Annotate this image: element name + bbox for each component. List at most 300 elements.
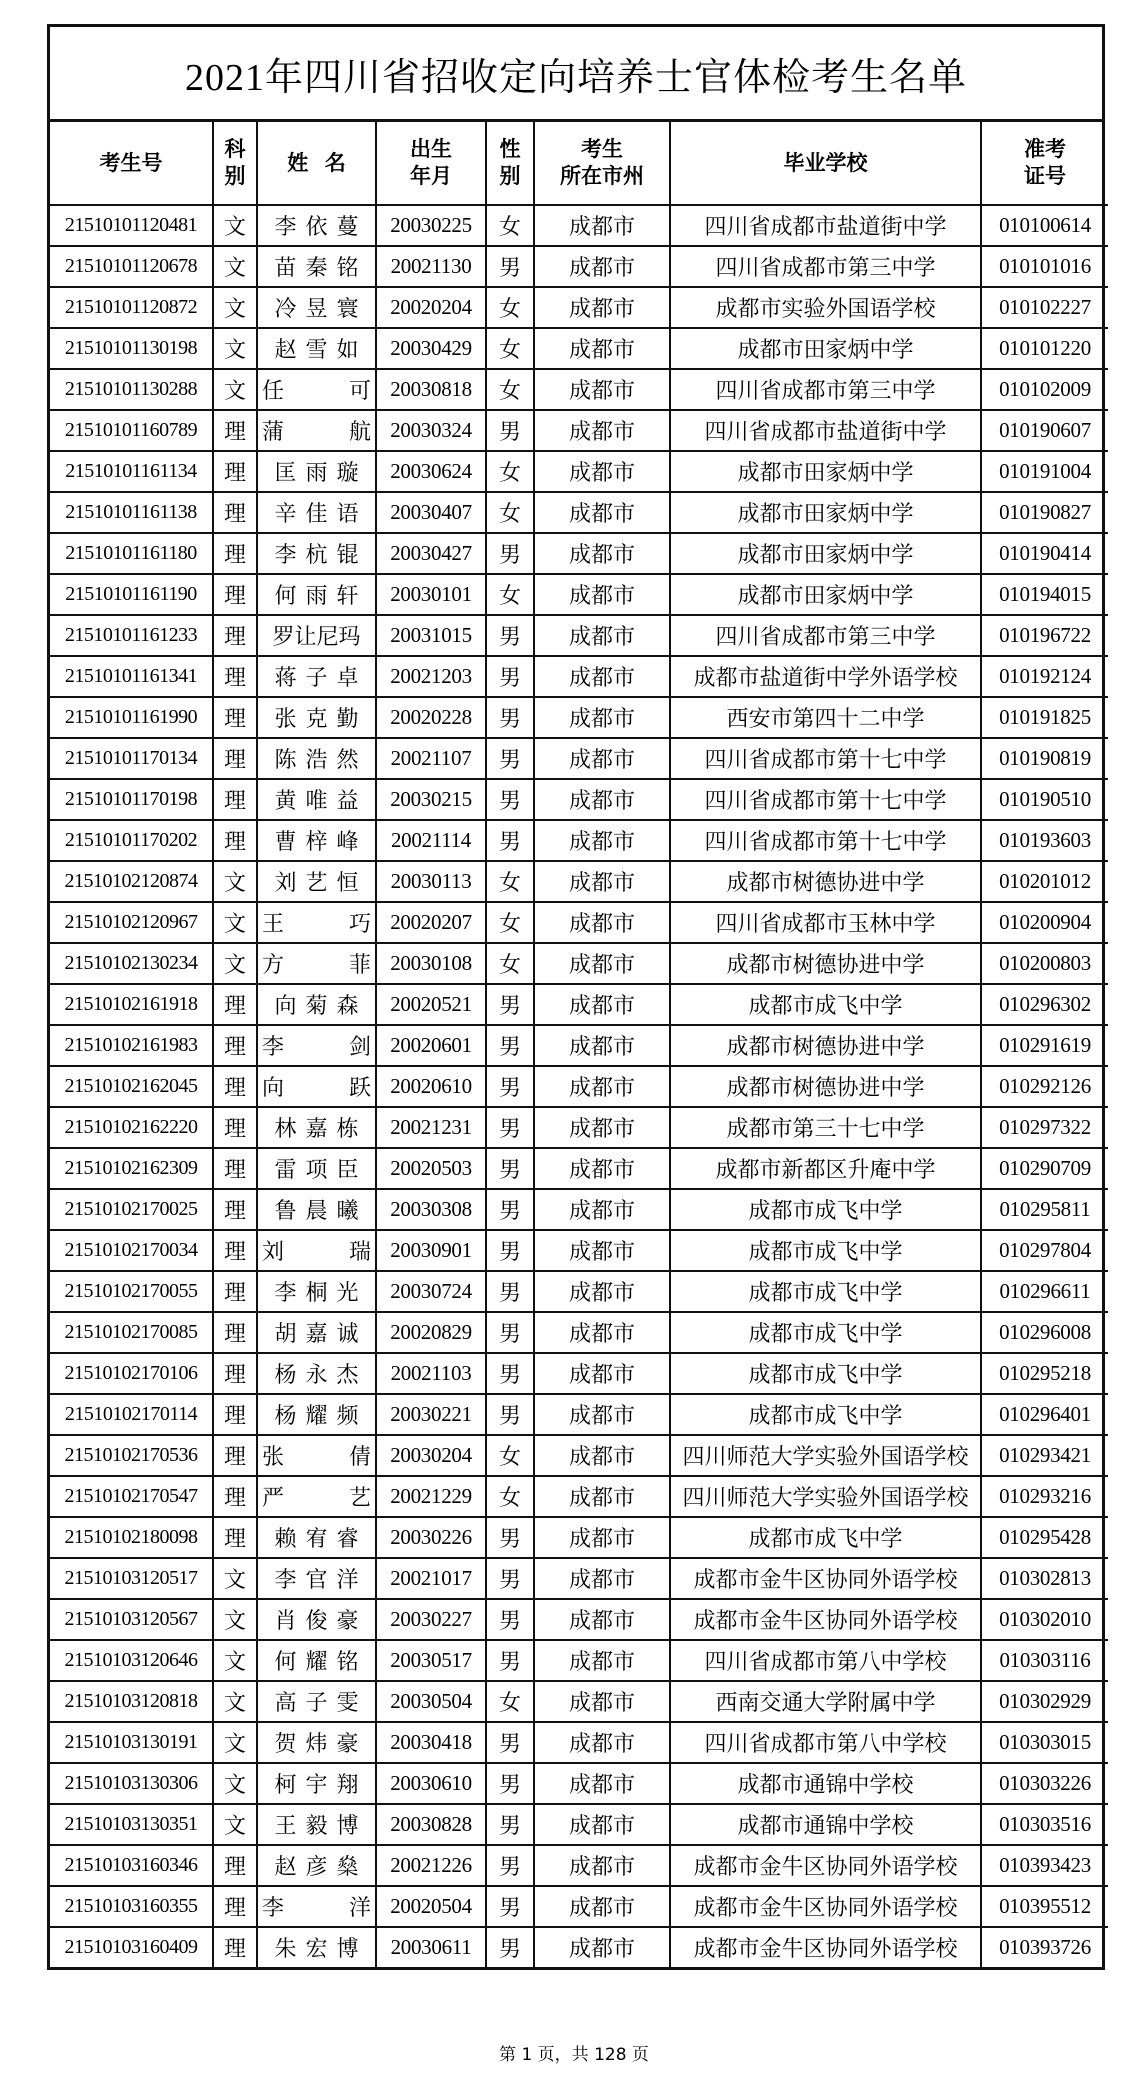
cell-birth: 20021130 (376, 246, 486, 287)
cell-ticket: 010101220 (981, 328, 1108, 369)
cell-city: 成都市 (534, 1353, 670, 1394)
cell-school: 成都市金牛区协同外语学校 (670, 1927, 981, 1967)
cell-city: 成都市 (534, 369, 670, 410)
cell-birth: 20021114 (376, 820, 486, 861)
table-row (50, 328, 1108, 369)
cell-name (257, 1394, 376, 1435)
cell-school: 四川省成都市第三中学 (670, 615, 981, 656)
table-row (50, 1435, 1108, 1476)
cell-name (257, 1927, 376, 1967)
cell-school: 成都市树德协进中学 (670, 1025, 981, 1066)
cell-gender: 男 (486, 1517, 534, 1558)
cell-birth: 20030624 (376, 451, 486, 492)
cell-subject: 文 (213, 902, 257, 943)
cell-subject: 理 (213, 1107, 257, 1148)
cell-name (257, 1886, 376, 1927)
cell-gender: 男 (486, 1886, 534, 1927)
cell-name (257, 984, 376, 1025)
cell-name (257, 205, 376, 246)
cell-name (257, 1640, 376, 1681)
cell-subject: 理 (213, 1148, 257, 1189)
cell-birth: 20030828 (376, 1804, 486, 1845)
cell-school: 成都市通锦中学校 (670, 1804, 981, 1845)
cell-name (257, 1763, 376, 1804)
cell-city: 成都市 (534, 574, 670, 615)
cell-exam-no: 21510102170114 (50, 1394, 213, 1435)
name-text: 向 跃 (262, 1075, 371, 1100)
header-city (534, 122, 670, 205)
cell-gender: 男 (486, 533, 534, 574)
cell-city: 成都市 (534, 1722, 670, 1763)
cell-name (257, 902, 376, 943)
cell-birth: 20030517 (376, 1640, 486, 1681)
cell-subject: 文 (213, 1722, 257, 1763)
table-row (50, 1599, 1108, 1640)
cell-exam-no: 21510101120481 (50, 205, 213, 246)
cell-school: 四川师范大学实验外国语学校 (670, 1435, 981, 1476)
cell-exam-no: 21510102120967 (50, 902, 213, 943)
cell-exam-no: 21510101130288 (50, 369, 213, 410)
cell-gender: 男 (486, 615, 534, 656)
cell-subject: 文 (213, 1640, 257, 1681)
table-row (50, 1230, 1108, 1271)
name-text: 柯宇翔 (274, 1772, 368, 1797)
cell-exam-no: 21510103130191 (50, 1722, 213, 1763)
cell-exam-no: 21510102170085 (50, 1312, 213, 1353)
name-text: 赵雪如 (274, 337, 368, 362)
cell-exam-no: 21510101120872 (50, 287, 213, 328)
cell-subject: 文 (213, 861, 257, 902)
cell-name (257, 861, 376, 902)
table-row (50, 1148, 1108, 1189)
cell-subject: 理 (213, 1189, 257, 1230)
cell-birth: 20021226 (376, 1845, 486, 1886)
cell-city: 成都市 (534, 1681, 670, 1722)
cell-gender: 男 (486, 779, 534, 820)
name-text: 何耀铭 (274, 1649, 368, 1674)
cell-subject: 理 (213, 1435, 257, 1476)
cell-name (257, 328, 376, 369)
name-text: 杨耀频 (274, 1403, 368, 1428)
cell-ticket: 010291619 (981, 1025, 1108, 1066)
cell-subject: 文 (213, 1804, 257, 1845)
cell-city: 成都市 (534, 533, 670, 574)
cell-exam-no: 21510103130306 (50, 1763, 213, 1804)
cell-subject: 理 (213, 410, 257, 451)
cell-subject: 文 (213, 1599, 257, 1640)
cell-school: 西安市第四十二中学 (670, 697, 981, 738)
cell-birth: 20030504 (376, 1681, 486, 1722)
cell-subject: 文 (213, 246, 257, 287)
cell-birth: 20021017 (376, 1558, 486, 1599)
cell-ticket: 010293421 (981, 1435, 1108, 1476)
name-text: 匡雨璇 (274, 460, 368, 485)
cell-exam-no: 21510103160346 (50, 1845, 213, 1886)
cell-name (257, 738, 376, 779)
header-exam-no: 考生号 (50, 122, 213, 205)
cell-ticket: 010190819 (981, 738, 1108, 779)
cell-subject: 文 (213, 1558, 257, 1599)
header-ticket (981, 122, 1108, 205)
name-text: 李 洋 (262, 1895, 371, 1920)
cell-gender: 女 (486, 205, 534, 246)
cell-ticket: 010303015 (981, 1722, 1108, 1763)
cell-school: 成都市成飞中学 (670, 1517, 981, 1558)
name-text: 严 艺 (262, 1485, 371, 1510)
cell-gender: 男 (486, 1148, 534, 1189)
header-birth-line2: 年月 (410, 164, 452, 188)
table-row (50, 205, 1108, 246)
cell-city: 成都市 (534, 1927, 670, 1967)
cell-gender: 男 (486, 1353, 534, 1394)
cell-name (257, 1189, 376, 1230)
cell-gender: 女 (486, 451, 534, 492)
cell-school: 四川省成都市盐道街中学 (670, 205, 981, 246)
name-text: 刘艺恒 (274, 870, 368, 895)
cell-school: 成都市田家炳中学 (670, 574, 981, 615)
name-text: 冷昱寰 (274, 296, 368, 321)
name-text: 苗秦铭 (274, 255, 368, 280)
header-gender (486, 122, 534, 205)
cell-school: 成都市田家炳中学 (670, 328, 981, 369)
cell-exam-no: 21510102180098 (50, 1517, 213, 1558)
page-footer: 第 1 页，共 128 页 (499, 2045, 649, 2065)
cell-birth: 20030308 (376, 1189, 486, 1230)
cell-subject: 理 (213, 574, 257, 615)
name-text: 黄唯益 (274, 788, 368, 813)
cell-city: 成都市 (534, 1804, 670, 1845)
cell-city: 成都市 (534, 697, 670, 738)
cell-city: 成都市 (534, 656, 670, 697)
cell-ticket: 010200803 (981, 943, 1108, 984)
cell-gender: 男 (486, 246, 534, 287)
cell-subject: 理 (213, 1312, 257, 1353)
cell-city: 成都市 (534, 328, 670, 369)
cell-birth: 20020504 (376, 1886, 486, 1927)
cell-ticket: 010296008 (981, 1312, 1108, 1353)
name-text: 雷项臣 (274, 1157, 368, 1182)
cell-exam-no: 21510102170536 (50, 1435, 213, 1476)
cell-city: 成都市 (534, 1558, 670, 1599)
name-text: 蒋子卓 (274, 665, 368, 690)
cell-birth: 20030113 (376, 861, 486, 902)
cell-ticket: 010191004 (981, 451, 1108, 492)
cell-ticket: 010303116 (981, 1640, 1108, 1681)
cell-ticket: 010296611 (981, 1271, 1108, 1312)
cell-name (257, 615, 376, 656)
cell-birth: 20030427 (376, 533, 486, 574)
cell-school: 四川省成都市第八中学校 (670, 1722, 981, 1763)
header-ticket-line1: 准考 (1024, 137, 1066, 161)
cell-name (257, 820, 376, 861)
table-row (50, 533, 1108, 574)
cell-ticket: 010194015 (981, 574, 1108, 615)
cell-city: 成都市 (534, 820, 670, 861)
cell-ticket: 010190607 (981, 410, 1108, 451)
cell-exam-no: 21510102162309 (50, 1148, 213, 1189)
cell-ticket: 010302929 (981, 1681, 1108, 1722)
cell-exam-no: 21510101161134 (50, 451, 213, 492)
cell-birth: 20030226 (376, 1517, 486, 1558)
cell-subject: 文 (213, 369, 257, 410)
cell-city: 成都市 (534, 451, 670, 492)
header-gender-line1: 性 (499, 137, 521, 161)
table-row (50, 1722, 1108, 1763)
cell-ticket: 010302813 (981, 1558, 1108, 1599)
table-row (50, 492, 1108, 533)
name-text: 蒲 航 (262, 419, 371, 444)
table-row (50, 1353, 1108, 1394)
cell-ticket: 010302010 (981, 1599, 1108, 1640)
cell-ticket: 010191825 (981, 697, 1108, 738)
name-text: 罗让尼玛 (272, 624, 361, 649)
cell-birth: 20021103 (376, 1353, 486, 1394)
table-row (50, 1066, 1108, 1107)
cell-gender: 女 (486, 1681, 534, 1722)
name-text: 赖宥睿 (274, 1526, 368, 1551)
cell-exam-no: 21510101161341 (50, 656, 213, 697)
cell-birth: 20021231 (376, 1107, 486, 1148)
cell-exam-no: 21510102162045 (50, 1066, 213, 1107)
cell-exam-no: 21510103130351 (50, 1804, 213, 1845)
cell-gender: 男 (486, 1599, 534, 1640)
table-row (50, 1476, 1108, 1517)
cell-birth: 20020601 (376, 1025, 486, 1066)
cell-name (257, 1230, 376, 1271)
cell-name (257, 1148, 376, 1189)
table-row (50, 1271, 1108, 1312)
cell-birth: 20021107 (376, 738, 486, 779)
cell-subject: 理 (213, 984, 257, 1025)
cell-exam-no: 21510103160355 (50, 1886, 213, 1927)
cell-ticket: 010293216 (981, 1476, 1108, 1517)
cell-subject: 理 (213, 1394, 257, 1435)
cell-name (257, 1435, 376, 1476)
cell-exam-no: 21510103120567 (50, 1599, 213, 1640)
table-row (50, 1025, 1108, 1066)
cell-gender: 女 (486, 861, 534, 902)
cell-school: 四川师范大学实验外国语学校 (670, 1476, 981, 1517)
name-text: 杨永杰 (274, 1362, 368, 1387)
cell-gender: 男 (486, 1558, 534, 1599)
name-text: 李杭锟 (274, 542, 368, 567)
cell-birth: 20020610 (376, 1066, 486, 1107)
cell-gender: 女 (486, 287, 534, 328)
cell-gender: 男 (486, 1927, 534, 1967)
name-text: 李桐光 (274, 1280, 368, 1305)
table-row (50, 1886, 1108, 1927)
name-text: 刘 瑞 (262, 1239, 371, 1264)
table-row (50, 984, 1108, 1025)
cell-gender: 女 (486, 574, 534, 615)
cell-subject: 理 (213, 1271, 257, 1312)
cell-school: 成都市成飞中学 (670, 1271, 981, 1312)
cell-gender: 男 (486, 1230, 534, 1271)
cell-birth: 20030225 (376, 205, 486, 246)
cell-exam-no: 21510102161918 (50, 984, 213, 1025)
cell-exam-no: 21510101130198 (50, 328, 213, 369)
cell-birth: 20030221 (376, 1394, 486, 1435)
name-text: 向菊森 (274, 993, 368, 1018)
header-city-line2: 所在市州 (560, 164, 644, 188)
cell-birth: 20031015 (376, 615, 486, 656)
name-text: 陈浩然 (274, 747, 368, 772)
cell-birth: 20030724 (376, 1271, 486, 1312)
table-row (50, 779, 1108, 820)
cell-name (257, 451, 376, 492)
cell-exam-no: 21510101120678 (50, 246, 213, 287)
cell-exam-no: 21510102170034 (50, 1230, 213, 1271)
cell-ticket: 010303226 (981, 1763, 1108, 1804)
cell-subject: 理 (213, 1517, 257, 1558)
table-row (50, 1517, 1108, 1558)
cell-name (257, 1271, 376, 1312)
cell-city: 成都市 (534, 1230, 670, 1271)
cell-name (257, 1681, 376, 1722)
cell-gender: 男 (486, 1845, 534, 1886)
cell-name (257, 697, 376, 738)
table-row (50, 1763, 1108, 1804)
cell-birth: 20030611 (376, 1927, 486, 1967)
cell-subject: 理 (213, 820, 257, 861)
cell-name (257, 533, 376, 574)
cell-school: 成都市树德协进中学 (670, 1066, 981, 1107)
cell-name (257, 1312, 376, 1353)
cell-name (257, 1804, 376, 1845)
cell-ticket: 010101016 (981, 246, 1108, 287)
cell-school: 成都市成飞中学 (670, 1230, 981, 1271)
cell-city: 成都市 (534, 1476, 670, 1517)
cell-gender: 女 (486, 328, 534, 369)
cell-subject: 理 (213, 1066, 257, 1107)
cell-gender: 男 (486, 1271, 534, 1312)
table-row (50, 1927, 1108, 1967)
cell-school: 成都市树德协进中学 (670, 943, 981, 984)
cell-ticket: 010393726 (981, 1927, 1108, 1967)
cell-subject: 理 (213, 615, 257, 656)
cell-gender: 女 (486, 1435, 534, 1476)
cell-school: 四川省成都市第十七中学 (670, 820, 981, 861)
header-subject-line1: 科 (224, 137, 246, 161)
cell-subject: 理 (213, 1845, 257, 1886)
cell-gender: 男 (486, 1107, 534, 1148)
cell-city: 成都市 (534, 492, 670, 533)
name-text: 朱宏博 (274, 1936, 368, 1961)
cell-city: 成都市 (534, 861, 670, 902)
table-row (50, 1107, 1108, 1148)
cell-ticket: 010196722 (981, 615, 1108, 656)
cell-name (257, 1107, 376, 1148)
cell-gender: 男 (486, 410, 534, 451)
header-city-line1: 考生 (581, 137, 623, 161)
header-subject (213, 122, 257, 205)
cell-school: 成都市成飞中学 (670, 1312, 981, 1353)
cell-name (257, 1066, 376, 1107)
cell-city: 成都市 (534, 1763, 670, 1804)
cell-school: 成都市盐道街中学外语学校 (670, 656, 981, 697)
cell-ticket: 010192124 (981, 656, 1108, 697)
name-text: 王 巧 (262, 911, 371, 936)
cell-school: 成都市新都区升庵中学 (670, 1148, 981, 1189)
cell-school: 成都市成飞中学 (670, 1394, 981, 1435)
cell-birth: 20030101 (376, 574, 486, 615)
cell-city: 成都市 (534, 1435, 670, 1476)
cell-subject: 文 (213, 287, 257, 328)
name-text: 辛佳语 (274, 501, 368, 526)
cell-school: 成都市成飞中学 (670, 1353, 981, 1394)
cell-school: 四川省成都市第十七中学 (670, 738, 981, 779)
name-text: 林嘉栋 (274, 1116, 368, 1141)
cell-gender: 男 (486, 1722, 534, 1763)
cell-exam-no: 21510101161138 (50, 492, 213, 533)
cell-city: 成都市 (534, 1271, 670, 1312)
cell-subject: 文 (213, 1763, 257, 1804)
name-text: 李官洋 (274, 1567, 368, 1592)
cell-subject: 理 (213, 1476, 257, 1517)
cell-school: 成都市成飞中学 (670, 984, 981, 1025)
header-subject-line2: 别 (224, 164, 246, 188)
cell-subject: 理 (213, 738, 257, 779)
cell-exam-no: 21510101170202 (50, 820, 213, 861)
cell-ticket: 010303516 (981, 1804, 1108, 1845)
cell-gender: 女 (486, 369, 534, 410)
table-row (50, 1845, 1108, 1886)
table-row (50, 410, 1108, 451)
cell-school: 成都市田家炳中学 (670, 492, 981, 533)
table-row (50, 1681, 1108, 1722)
cell-city: 成都市 (534, 205, 670, 246)
cell-exam-no: 21510102170025 (50, 1189, 213, 1230)
cell-city: 成都市 (534, 1189, 670, 1230)
table-body (50, 205, 1108, 1967)
cell-exam-no: 21510101161233 (50, 615, 213, 656)
cell-ticket: 010395512 (981, 1886, 1108, 1927)
cell-exam-no: 21510101170198 (50, 779, 213, 820)
cell-school: 成都市树德协进中学 (670, 861, 981, 902)
cell-gender: 男 (486, 738, 534, 779)
cell-ticket: 010290709 (981, 1148, 1108, 1189)
cell-birth: 20021203 (376, 656, 486, 697)
cell-birth: 20020204 (376, 287, 486, 328)
cell-city: 成都市 (534, 1886, 670, 1927)
cell-name (257, 574, 376, 615)
cell-birth: 20020228 (376, 697, 486, 738)
cell-birth: 20030418 (376, 1722, 486, 1763)
cell-ticket: 010102009 (981, 369, 1108, 410)
cell-subject: 理 (213, 451, 257, 492)
cell-exam-no: 21510101160789 (50, 410, 213, 451)
table-row (50, 451, 1108, 492)
cell-ticket: 010201012 (981, 861, 1108, 902)
cell-subject: 文 (213, 205, 257, 246)
cell-exam-no: 21510103120517 (50, 1558, 213, 1599)
table-row (50, 738, 1108, 779)
table-row (50, 1640, 1108, 1681)
table-row (50, 369, 1108, 410)
cell-name (257, 410, 376, 451)
cell-birth: 20021229 (376, 1476, 486, 1517)
cell-exam-no: 21510102130234 (50, 943, 213, 984)
name-text: 方 菲 (262, 952, 371, 977)
cell-name (257, 287, 376, 328)
name-text: 曹梓峰 (274, 829, 368, 854)
cell-gender: 男 (486, 984, 534, 1025)
cell-gender: 男 (486, 656, 534, 697)
cell-exam-no: 21510101161990 (50, 697, 213, 738)
cell-city: 成都市 (534, 738, 670, 779)
header-name (257, 122, 376, 205)
table-row (50, 1804, 1108, 1845)
